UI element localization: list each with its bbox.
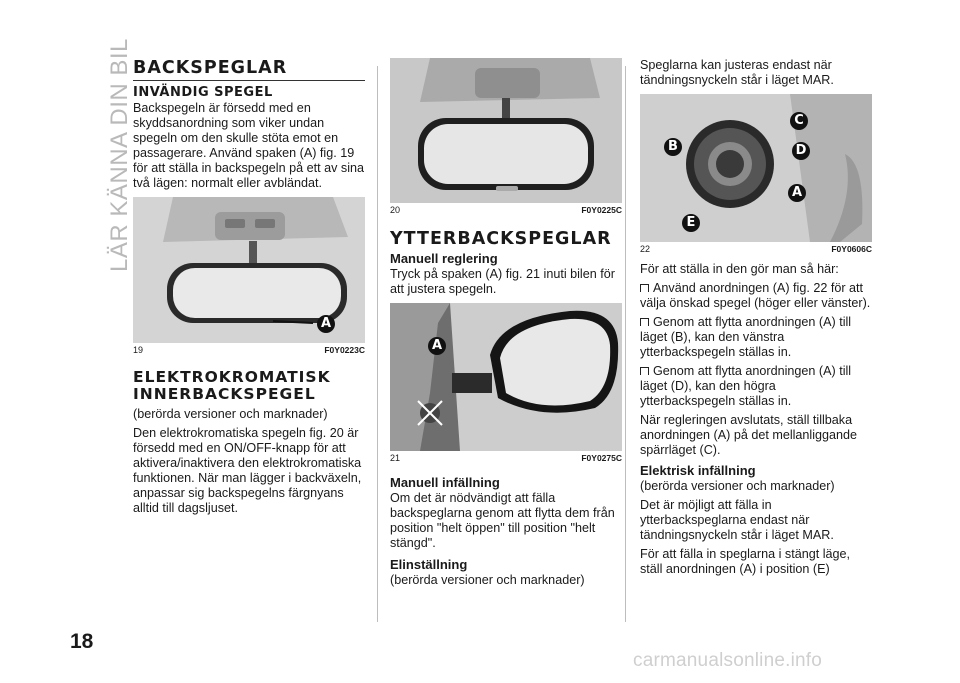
column-divider xyxy=(377,66,378,622)
label-d: D xyxy=(792,142,810,160)
section-title: BACKSPEGLAR xyxy=(133,58,288,78)
heading-manual-adjust: Manuell reglering xyxy=(390,251,498,266)
column-divider xyxy=(625,66,626,622)
paragraph: Backspegeln är försedd med en skyddsanordning som viker undan spegeln om den skulle stöta emot en passagerare. Använd spaken (A) fig. 19 för att ställa in backspegeln på ett av sina två lägen: normalt eller avbländat. xyxy=(133,101,365,190)
figure-code: F0Y0223C xyxy=(324,345,365,355)
figure-number: 22 xyxy=(640,244,651,254)
column-2 xyxy=(390,58,622,592)
paragraph: Den elektrokromatiska spegeln fig. 20 är försedd med en ON/OFF-knapp för att aktivera/inaktivera den elektrokromatiska funktionen. När man lägger i backväxeln, anpassar sig backspegelns färgnyans alltid till dagsljuset. xyxy=(133,426,362,515)
bullet-item: Genom att flytta anordningen (A) till läget (D), kan den högra ytterbackspegeln ställas in. xyxy=(640,364,852,408)
bullet-item: Genom att flytta anordningen (A) till läget (B), kan den vänstra ytterbackspegeln ställas in. xyxy=(640,315,852,359)
column-3 xyxy=(640,58,872,581)
subheading-exterior-mirrors: YTTERBACKSPEGLAR xyxy=(390,229,612,249)
figure-number: 19 xyxy=(133,345,144,355)
paragraph: (berörda versioner och marknader) xyxy=(390,573,585,587)
label-e: E xyxy=(682,214,700,232)
heading-electric-setting: Elinställning xyxy=(390,557,468,572)
figure-21-illustration xyxy=(390,303,622,451)
paragraph: För att fälla in speglarna i stängt läge, ställ anordningen (A) i position (E) xyxy=(640,547,851,576)
figure-22-illustration xyxy=(640,94,872,242)
paragraph: (berörda versioner och marknader) xyxy=(640,479,835,493)
label-a: A xyxy=(317,315,335,333)
page-number: 18 xyxy=(70,630,94,653)
bullet-icon xyxy=(640,318,649,326)
paragraph: För att ställa in den gör man så här: xyxy=(640,262,839,276)
figure-20 xyxy=(390,58,622,203)
paragraph: Om det är nödvändigt att fälla backspeglarna genom att flytta dem från position "helt öppen" till position "helt stängd". xyxy=(390,491,615,550)
figure-20-caption xyxy=(390,205,622,215)
figure-number: 21 xyxy=(390,453,401,463)
label-c: C xyxy=(790,112,808,130)
figure-22 xyxy=(640,94,872,242)
label-a: A xyxy=(788,184,806,202)
paragraph: Det är möjligt att fälla in ytterbackspeglarna endast när tändningsnyckeln står i läget MAR. xyxy=(640,498,834,542)
paragraph: (berörda versioner och marknader) xyxy=(133,407,328,421)
bullet-item: Använd anordningen (A) fig. 22 för att välja önskad spegel (höger eller vänster). xyxy=(640,281,871,310)
figure-code: F0Y0275C xyxy=(581,453,622,463)
figure-20-illustration xyxy=(390,58,622,203)
side-tab: LÄR KÄNNA DIN BIL xyxy=(106,38,133,272)
paragraph: Speglarna kan justeras endast när tändningsnyckeln står i läget MAR. xyxy=(640,58,834,87)
figure-22-caption xyxy=(640,244,872,254)
subheading-inner-mirror: INVÄNDIG SPEGEL xyxy=(133,85,273,100)
heading-electric-fold: Elektrisk infällning xyxy=(640,463,756,478)
paragraph: Tryck på spaken (A) fig. 21 inuti bilen för att justera spegeln. xyxy=(390,267,615,296)
paragraph: När regleringen avslutats, ställ tillbaka anordningen (A) på det mellanliggande spärrläget (C). xyxy=(640,413,858,457)
figure-19-caption xyxy=(133,345,365,355)
label-a: A xyxy=(428,337,446,355)
figure-21 xyxy=(390,303,622,451)
footer-watermark: carmanualsonline.info xyxy=(633,650,823,671)
label-b: B xyxy=(664,138,682,156)
figure-number: 20 xyxy=(390,205,401,215)
bullet-icon xyxy=(640,367,649,375)
figure-code: F0Y0606C xyxy=(831,244,872,254)
title-rule xyxy=(133,80,365,81)
figure-19 xyxy=(133,197,365,343)
heading-manual-fold: Manuell infällning xyxy=(390,475,500,490)
figure-code: F0Y0225C xyxy=(581,205,622,215)
column-1 xyxy=(133,58,365,520)
figure-21-caption xyxy=(390,453,622,463)
bullet-icon xyxy=(640,284,649,292)
subheading-electrochromic: ELEKTROKROMATISK INNERBACKSPEGEL xyxy=(133,368,331,403)
